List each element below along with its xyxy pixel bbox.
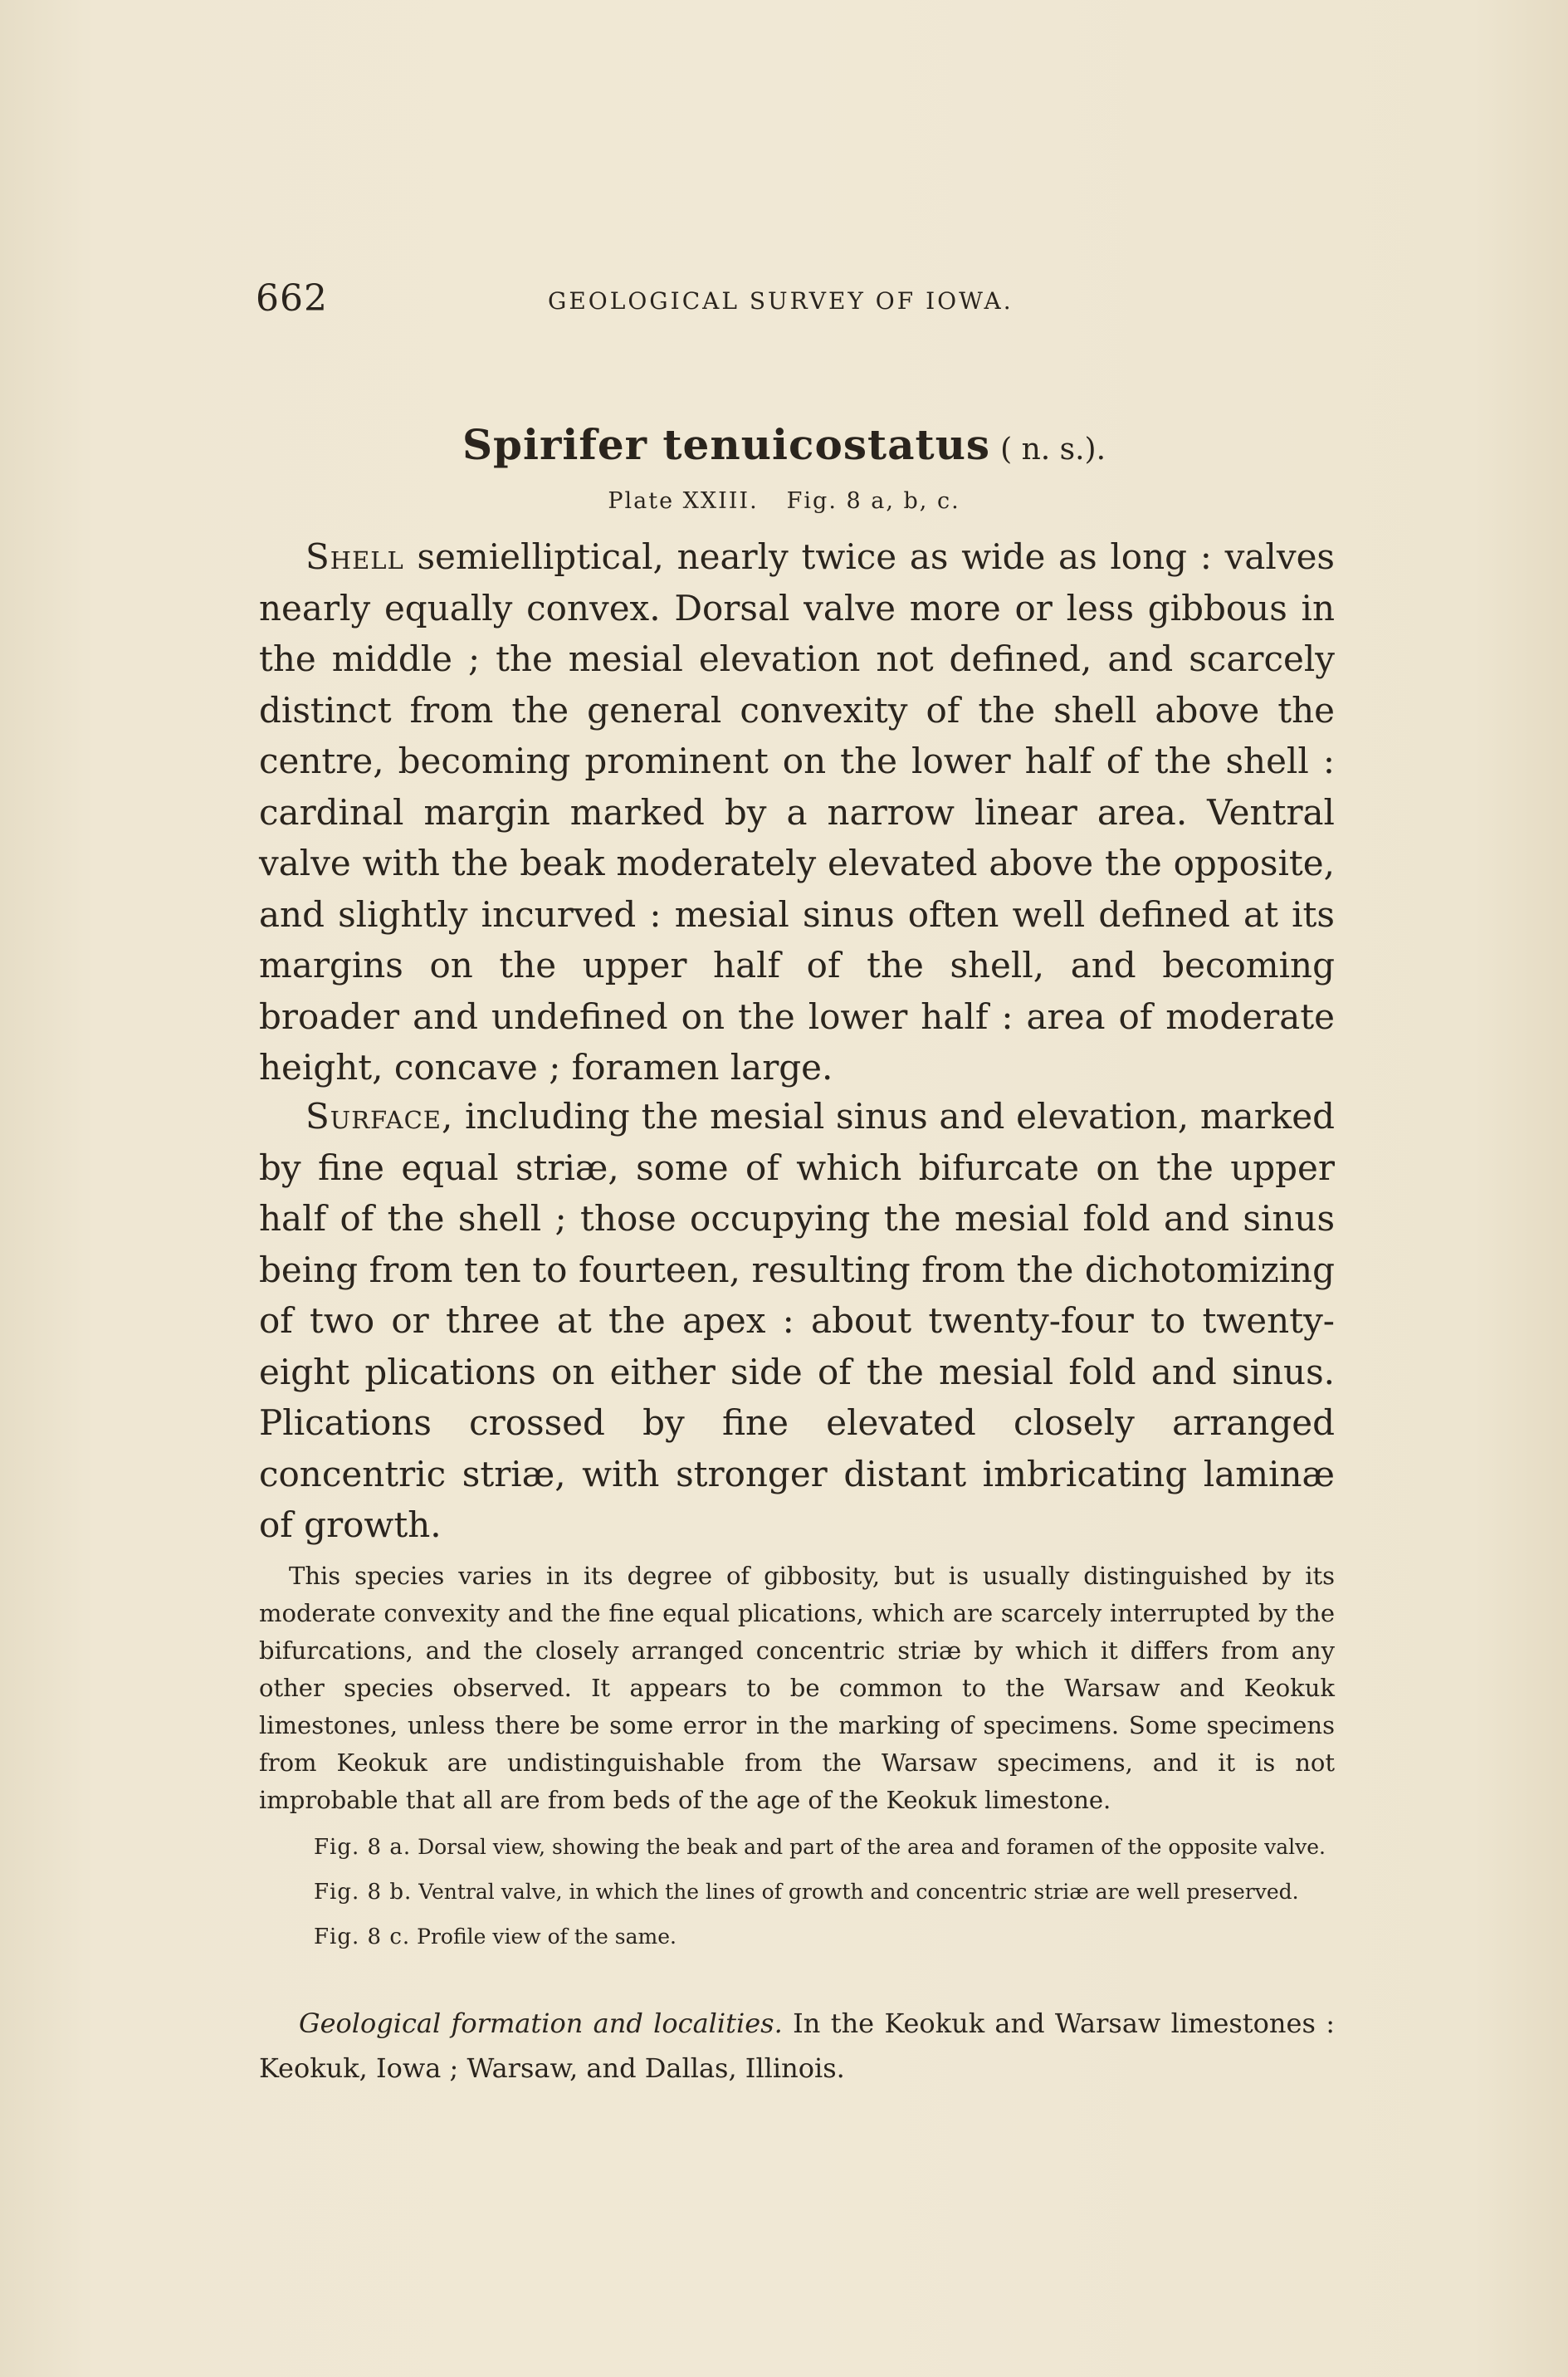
figure-text: Profile view of the same. [417,1925,677,1949]
surface-description [259,1091,1335,1551]
figure-ref: Fig. 8 c. [314,1925,411,1949]
figure-label: Fig. 8 a, b, c. [786,488,960,514]
running-head [256,277,1335,327]
running-title: GEOLOGICAL SURVEY OF IOWA. [548,287,1014,315]
formation-label: Geological formation and localities. [299,2008,783,2039]
figure-caption [314,1923,1336,1951]
figure-text: Dorsal view, showing the beak and part of the area and foramen of the opposite valve. [418,1835,1326,1859]
formation-text: In the Keokuk and Warsaw limestones : Keokuk, Iowa ; Warsaw, and Dallas, Illinois. [259,2008,1336,2084]
plate-label: Plate XXIII. [608,488,759,514]
figure-text: Ventral valve, in which the lines of growth and concentric striæ are well preserved. [418,1880,1299,1904]
remarks-paragraph: This species varies in its degree of gibbosity, but is usually distinguished by its moderate convexity and the fine equal plications, which are scarcely interrupted by the bifurcations, and the closely arranged concentric striæ by which it differs from any other species observed. It appears to be common to the Warsaw and Keokuk limestones, unless there be some error in the marking of specimens. Some specimens from Keokuk are undistinguishable from the Warsaw specimens, and it is not improbable that all are from beds of the age of the Keokuk limestone. [259,1562,1335,1814]
surface-lead: Surface, [305,1096,454,1137]
shell-text: semielliptical, nearly twice as wide as long : valves nearly equally convex. Dorsal valve more or less gibbous in the middle ; the mesial elevation not defined, and scarcely distinct from the general convexity of the shell above the centre, becoming prominent on the lower half of the shell : cardinal margin marked by a narrow linear area. Ventral valve with the beak moderately elevated above the opposite, and slightly incurved : mesial sinus often well defined at its margins on the upper half of the shell, and becoming broader and undefined on the lower half : area of moderate height, concave ; foramen large. [259,536,1335,1088]
species-name: Spirifer tenuicostatus [462,420,991,469]
species-title [0,420,1568,469]
figure-caption [314,1833,1336,1861]
formation-paragraph [259,2001,1335,2091]
shell-lead: Shell [305,536,404,577]
surface-text: including the mesial sinus and elevation, marked by fine equal striæ, some of which bifurcate on the upper half of the shell ; those occupying the mesial fold and sinus being from ten to fourteen, resulting from the dichotomizing of two or three at the apex : about twenty-four to twenty-eight plications on either side of the mesial fold and sinus. Plications crossed by fine elevated closely arranged concentric striæ, with stronger distant imbricating laminæ of growth. [259,1096,1335,1545]
shell-description [259,531,1335,1093]
page-number: 662 [256,277,328,320]
figure-ref: Fig. 8 b. [314,1880,413,1905]
figure-captions [314,1833,1336,1968]
figure-ref: Fig. 8 a. [314,1835,412,1860]
figure-caption [314,1878,1336,1906]
plate-reference [0,488,1568,514]
species-note: ( n. s.). [1000,433,1106,467]
